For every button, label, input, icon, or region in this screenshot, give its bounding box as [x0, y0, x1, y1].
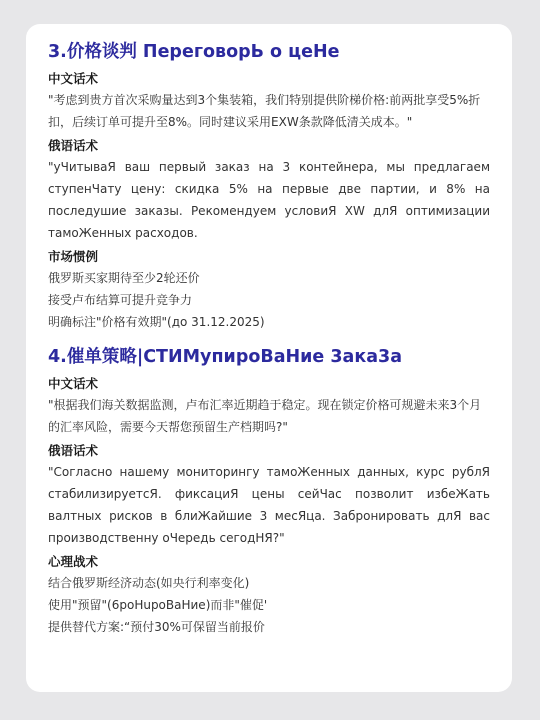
- chinese-script-text: "根据我们海关数据监测，卢布汇率近期趋于稳定。现在锁定价格可规避未来3个月的汇率风险，需要今天帮您预留生产档期吗?": [48, 398, 482, 434]
- list-item: 使用"预留"(6роНuроВаНие)而非"催促': [48, 598, 268, 612]
- list-item: 结合俄罗斯经济动态(如央行利率变化): [48, 576, 250, 590]
- russian-script-label: 俄语话术: [48, 443, 99, 458]
- content-card: [26, 24, 512, 692]
- chinese-script-label: 中文话术: [48, 71, 99, 86]
- section-title: 4.催单策略|СТИМупироВаНие 3ака3а: [48, 347, 403, 367]
- chinese-script-text: "考虑到贵方首次采购量达到3个集装箱，我们特别提供阶梯价格:前两批享受5%折扣，后续订单可提升至8%。同时建议采用EXW条款降低清关成本。": [48, 93, 481, 129]
- list-item: 提供替代方案:“预付30%可保留当前报价: [48, 620, 265, 634]
- section-title: 3.价格谈判 ПереговорЬ о цеНе: [48, 42, 340, 62]
- russian-script-text: "Согласно нашему мониторингу тамоЖенных данных, курс рублЯ стабилизируетсЯ. фиксациЯ цены сейЧас позволит избеЖать валтных рисков в блиЖайшие 3 месЯца. Забронировать длЯ вас производственну оЧередь сегодНЯ?": [48, 465, 490, 545]
- list-item: 明确标注"价格有效期"(до 31.12.2025): [48, 315, 265, 329]
- psychology-tactics-label: 心理战术: [48, 554, 99, 569]
- russian-script-text: "уЧитываЯ ваш первый заказ на 3 контейнера, мы предлагаем ступенЧату цену: скидка 5% на первые две партии, и 8% на последушие заказы. Рекомендуем условиЯ XW длЯ оптимизации тамоЖенных расходов.: [48, 160, 490, 240]
- list-item: 接受卢布结算可提升竞争力: [48, 293, 193, 307]
- section-order-urging: [48, 345, 490, 638]
- market-practice-label: 市场惯例: [48, 249, 99, 264]
- section-price-negotiation: [48, 40, 490, 333]
- list-item: 俄罗斯买家期待至少2轮还价: [48, 271, 200, 285]
- chinese-script-label: 中文话术: [48, 376, 99, 391]
- russian-script-label: 俄语话术: [48, 138, 99, 153]
